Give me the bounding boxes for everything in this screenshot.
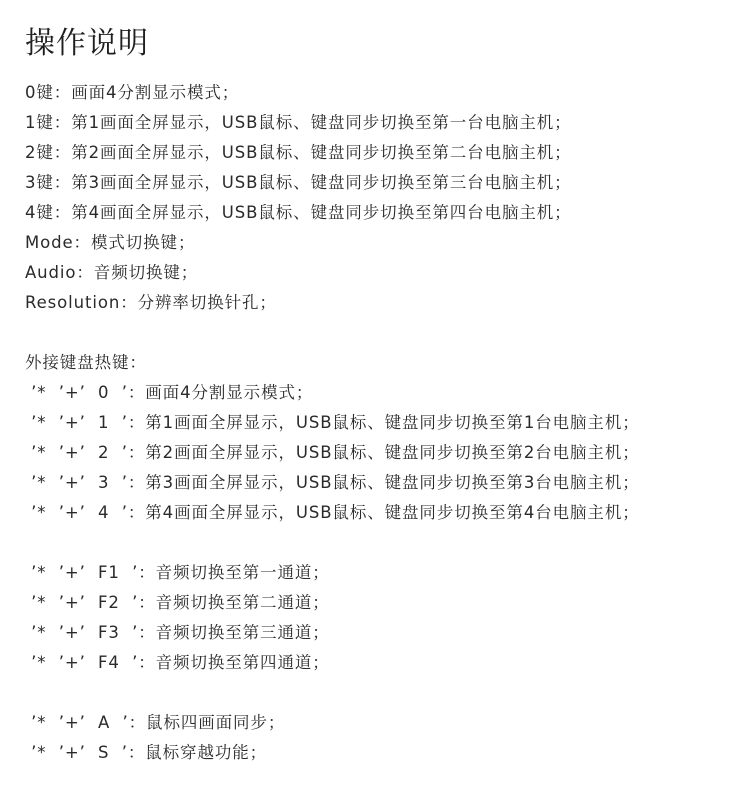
hotkeys-heading: 外接键盘热键： (25, 353, 147, 372)
resolution-pinhole-description: Resolution：分辨率切换针孔； (25, 293, 277, 312)
hotkey-2-description: ’* ’+’ 2 ’：第2画面全屏显示，USB鼠标、键盘同步切换至第2台电脑主机； (25, 443, 640, 462)
key-2-description: 2键：第2画面全屏显示，USB鼠标、键盘同步切换至第二台电脑主机； (25, 143, 572, 162)
page-title: 操作说明 (25, 26, 149, 61)
hotkey-s-description: ’* ’+’ S ’：鼠标穿越功能； (25, 743, 268, 762)
key-4-description: 4键：第4画面全屏显示，USB鼠标、键盘同步切换至第四台电脑主机； (25, 203, 572, 222)
hotkey-4-description: ’* ’+’ 4 ’：第4画面全屏显示，USB鼠标、键盘同步切换至第4台电脑主机； (25, 503, 640, 522)
hotkey-a-description: ’* ’+’ A ’：鼠标四画面同步； (25, 713, 286, 732)
key-1-description: 1键：第1画面全屏显示，USB鼠标、键盘同步切换至第一台电脑主机； (25, 113, 572, 132)
spacer (25, 678, 745, 708)
hotkeys-section (25, 348, 745, 768)
hotkey-1-description: ’* ’+’ 1 ’：第1画面全屏显示，USB鼠标、键盘同步切换至第1台电脑主机； (25, 413, 640, 432)
mode-key-description: Mode：模式切换键； (25, 233, 196, 252)
hotkey-f2-description: ’* ’+’ F2 ’：音频切换至第二通道； (25, 593, 330, 612)
audio-key-description: Audio：音频切换键； (25, 263, 199, 282)
hotkey-f1-description: ’* ’+’ F1 ’：音频切换至第一通道； (25, 563, 330, 582)
spacer (25, 528, 745, 558)
basic-keys-section (25, 78, 745, 318)
hotkey-f4-description: ’* ’+’ F4 ’：音频切换至第四通道； (25, 653, 330, 672)
hotkey-3-description: ’* ’+’ 3 ’：第3画面全屏显示，USB鼠标、键盘同步切换至第3台电脑主机； (25, 473, 640, 492)
hotkey-0-description: ’* ’+’ 0 ’：画面4分割显示模式； (25, 383, 314, 402)
hotkey-f3-description: ’* ’+’ F3 ’：音频切换至第三通道； (25, 623, 330, 642)
key-3-description: 3键：第3画面全屏显示，USB鼠标、键盘同步切换至第三台电脑主机； (25, 173, 572, 192)
key-0-description: 0键：画面4分割显示模式； (25, 83, 240, 102)
